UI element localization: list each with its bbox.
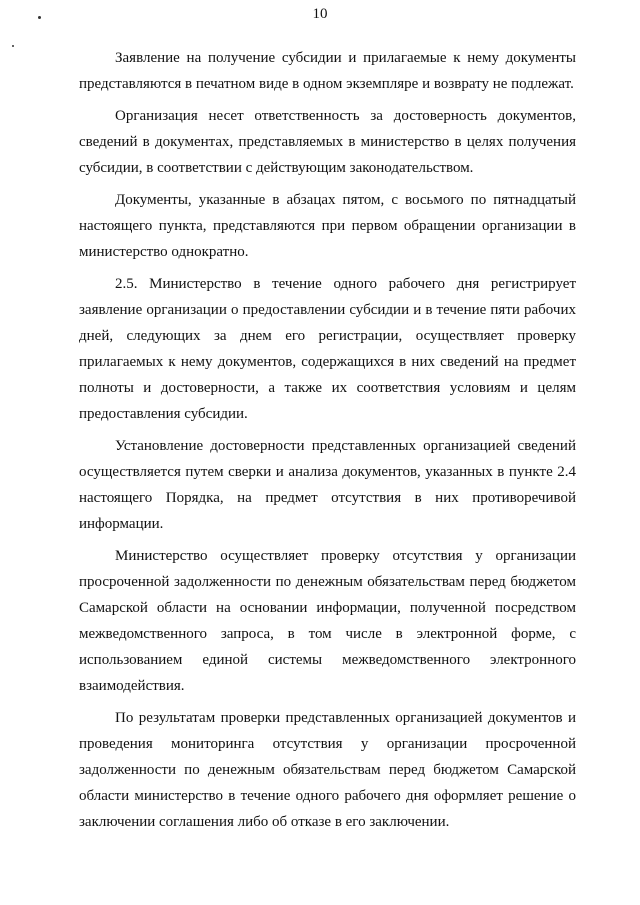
scan-artifact-dot [38, 16, 41, 19]
page-number: 10 [312, 6, 328, 22]
paragraph-application-format: Заявление на получение субсидии и прилагаемые к нему документы представляются в печатном виде в одном экземпляре и возврату не подлежат. [79, 50, 576, 92]
paragraph-documents-once: Документы, указанные в абзацах пятом, с восьмого по пятнадцатый настоящего пункта, представляются при первом обращении организации в министерство однократно. [79, 192, 576, 260]
paragraph-debt-check: Министерство осуществляет проверку отсутствия у организации просроченной задолженности по денежным обязательствам перед бюджетом Самарской области на основании информации, полученной посредством межведомственного запроса, в том числе в электронной форме, с использованием единой системы межведомственного электронного взаимодействия. [79, 548, 576, 694]
paragraph-verification: Установление достоверности представленных организацией сведений осуществляется путем сверки и анализа документов, указанных в пункте 2.4 настоящего Порядка, на предмет отсутствия в них противоречивой информации. [79, 438, 576, 532]
paragraph-section-2-5: 2.5. Министерство в течение одного рабочего дня регистрирует заявление организации о предоставлении субсидии и в течение пяти рабочих дней, следующих за днем его регистрации, осуществляет проверку прилагаемых к нему документов, содержащихся в них сведений на предмет полноты и достоверности, а также их соответствия условиям и целям предоставления субсидии. [79, 276, 576, 422]
paragraph-decision: По результатам проверки представленных организацией документов и проведения мониторинга отсутствия у организации просроченной задолженности по денежным обязательствам перед бюджетом Самарской области министерство в течение одного рабочего дня оформляет решение о заключении соглашения либо об отказе в его заключении. [79, 710, 576, 830]
paragraph-organization-responsibility: Организация несет ответственность за достоверность документов, сведений в документах, представляемых в министерство в целях получения субсидии, в соответствии с действующим законодательством. [79, 108, 576, 176]
scan-artifact-dot [12, 45, 14, 47]
document-body [79, 45, 576, 837]
